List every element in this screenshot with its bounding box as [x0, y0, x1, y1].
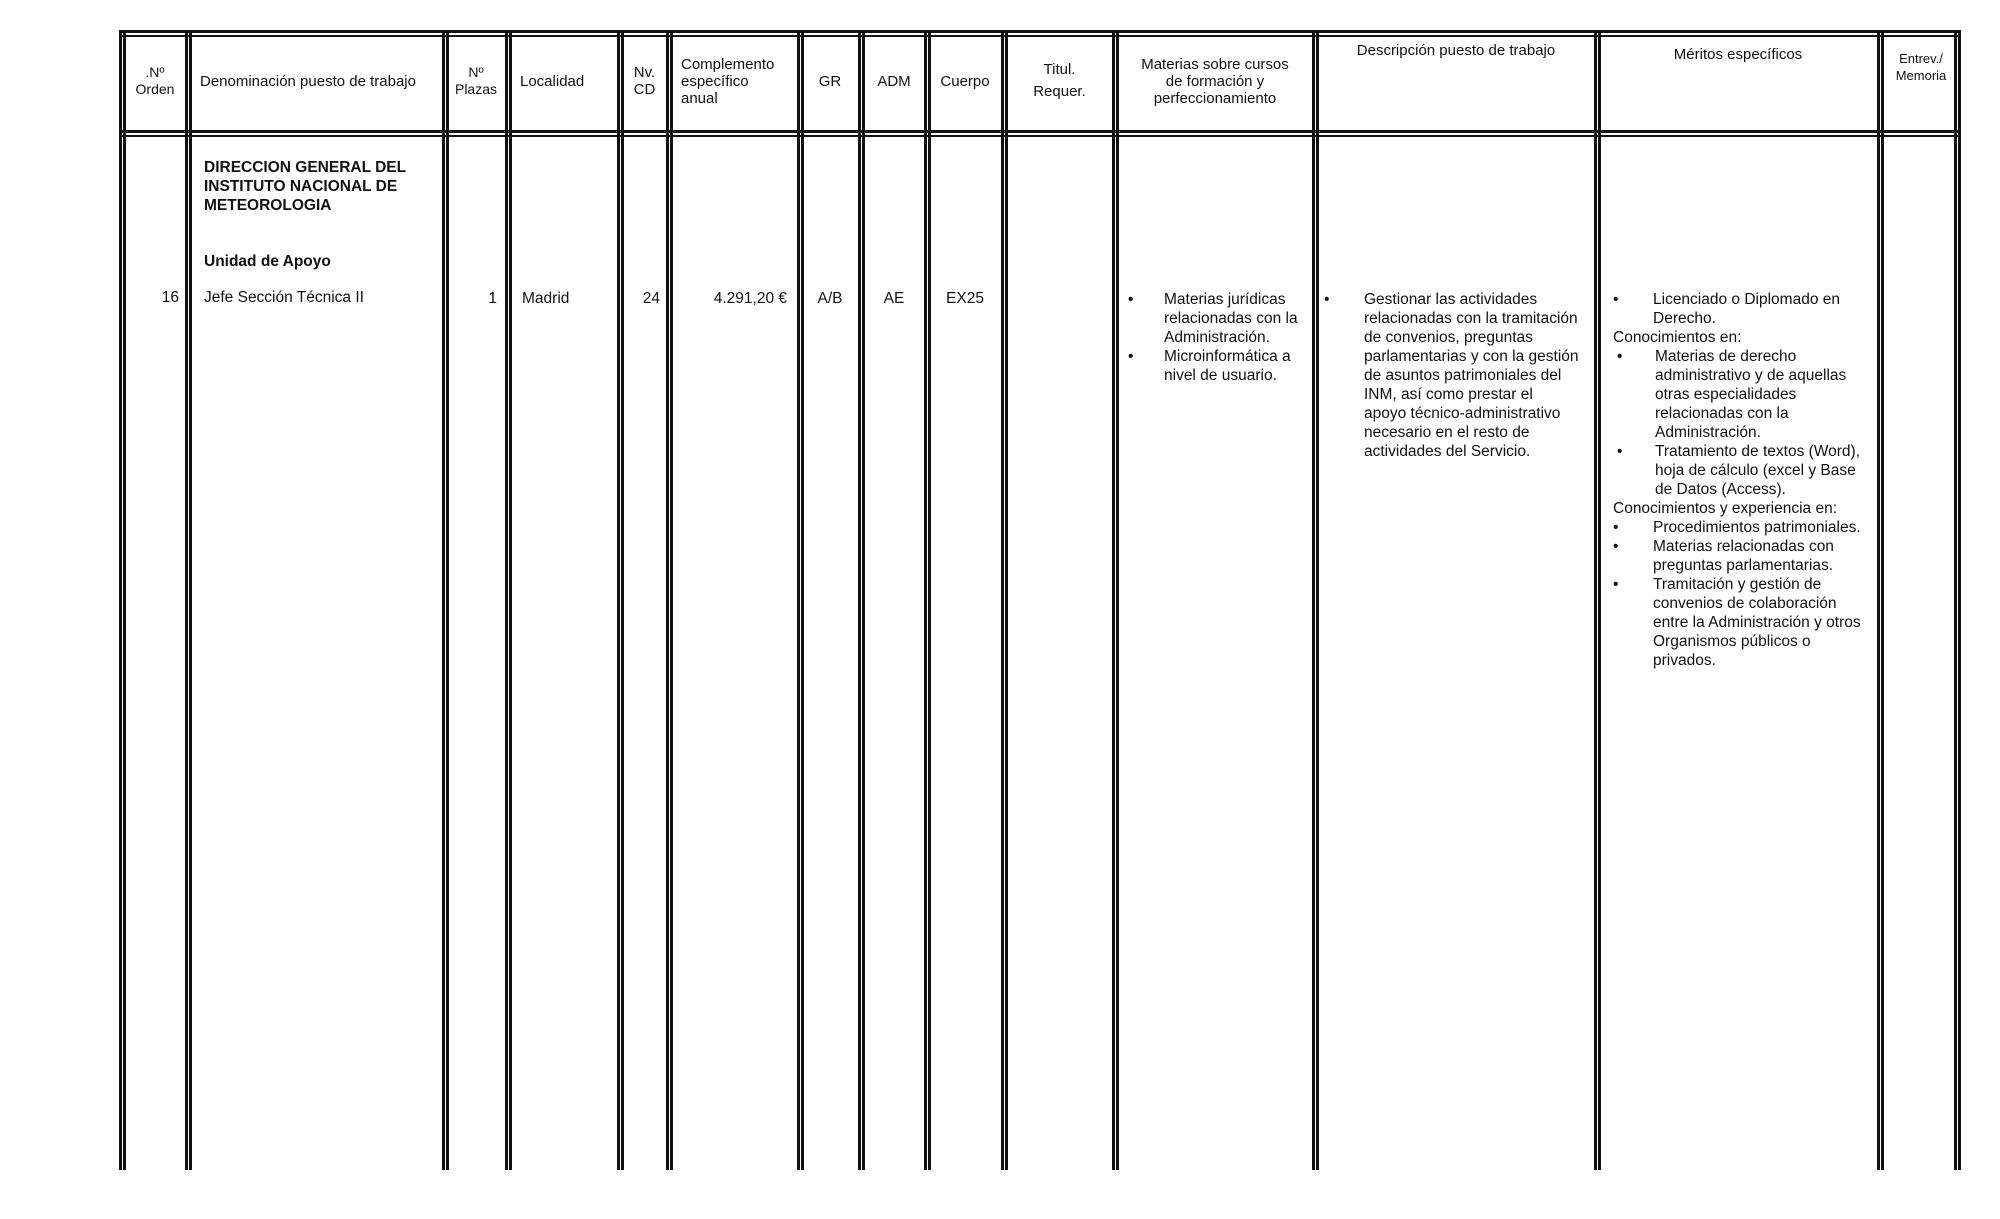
- col-divider: [1112, 30, 1115, 1170]
- header-gr: GR: [818, 72, 842, 90]
- row-cuerpo: EX25: [946, 290, 984, 307]
- col-divider: [1312, 30, 1315, 1170]
- list-item: • Procedimientos patrimoniales.: [1653, 518, 1868, 537]
- list-item: • Tramitación y gestión de convenios de colaboración entre la Administración y otros Organismos públicos o privados.: [1653, 575, 1868, 670]
- meritos-conocimientos-label: Conocimientos en:: [1613, 329, 1742, 346]
- col-divider: [924, 30, 927, 1170]
- organismo-title: DIRECCION GENERAL DEL INSTITUTO NACIONAL DE METEOROLOGIA: [204, 159, 406, 214]
- col-divider: [505, 30, 508, 1170]
- unidad-title: Unidad de Apoyo: [204, 253, 331, 270]
- header-cuerpo: Cuerpo: [940, 72, 990, 90]
- col-divider: [666, 30, 669, 1170]
- list-item: • Materias de derecho administrativo y de aquellas otras especialidades relacionadas con la Administración.: [1655, 347, 1868, 442]
- descripcion-list: [1364, 290, 1579, 461]
- row-adm: AE: [883, 290, 905, 307]
- col-divider: [617, 30, 620, 1170]
- header-meritos: Méritos específicos: [1673, 46, 1803, 63]
- header-bottom-rule-inner: [119, 135, 1961, 137]
- header-complemento: Complemento específico anual: [681, 55, 775, 107]
- row-nivel-cd: 24: [642, 290, 660, 307]
- list-item: • Materias jurídicas relacionadas con la Administración.: [1164, 290, 1304, 347]
- header-nivel-cd: Nv. CD: [633, 64, 656, 98]
- col-divider: [1954, 30, 1957, 1170]
- header-n-plazas: Nº Plazas: [454, 64, 498, 97]
- header-localidad: Localidad: [520, 72, 585, 90]
- row-gr: A/B: [817, 290, 843, 307]
- header-materias: Materias sobre cursos de formación y perfeccionamiento: [1141, 55, 1289, 107]
- materias-list: [1164, 290, 1304, 385]
- col-divider: [1001, 30, 1004, 1170]
- meritos-experiencia-label: Conocimientos y experiencia en:: [1613, 500, 1838, 517]
- col-divider: [442, 30, 445, 1170]
- meritos-conocimientos-list: [1655, 347, 1868, 499]
- table-top-rule: [119, 30, 1961, 33]
- col-divider: [797, 30, 800, 1170]
- header-denominacion: Denominación puesto de trabajo: [200, 72, 416, 90]
- col-divider: [185, 30, 188, 1170]
- meritos-titulo-list: [1653, 290, 1868, 328]
- col-divider: [119, 30, 122, 1170]
- list-item: • Licenciado o Diplomado en Derecho.: [1653, 290, 1868, 328]
- list-item: • Tratamiento de textos (Word), hoja de cálculo (excel y Base de Datos (Access).: [1655, 442, 1868, 499]
- list-item: • Gestionar las actividades relacionadas con la tramitación de convenios, preguntas parlamentarias y con la gestión de asuntos patrimoniales del INM, así como prestar el apoyo técnico-administrativo necesario en el resto de actividades del Servicio.: [1364, 290, 1579, 461]
- header-entrevista: Entrev./ Memoria: [1895, 51, 1947, 83]
- col-divider: [1877, 30, 1880, 1170]
- col-divider: [1594, 30, 1597, 1170]
- row-complemento: 4.291,20 €: [713, 290, 787, 307]
- header-titul: Titul. Requer.: [1033, 61, 1086, 100]
- meritos-experiencia-list: [1653, 518, 1868, 670]
- meritos-block: [1613, 290, 1868, 670]
- row-localidad: Madrid: [522, 290, 570, 307]
- header-bottom-rule: [119, 130, 1961, 133]
- row-n-orden: 16: [161, 289, 179, 306]
- header-descripcion: Descripción puesto de trabajo: [1356, 42, 1556, 59]
- col-divider: [858, 30, 861, 1170]
- row-n-plazas: 1: [488, 290, 497, 307]
- job-table: [119, 30, 1961, 1170]
- list-item: • Microinformática a nivel de usuario.: [1164, 347, 1304, 385]
- row-denominacion: Jefe Sección Técnica II: [204, 289, 364, 306]
- header-adm: ADM: [877, 72, 911, 90]
- header-n-orden: .Nº Orden: [135, 64, 175, 97]
- list-item: • Materias relacionadas con preguntas parlamentarias.: [1653, 537, 1868, 575]
